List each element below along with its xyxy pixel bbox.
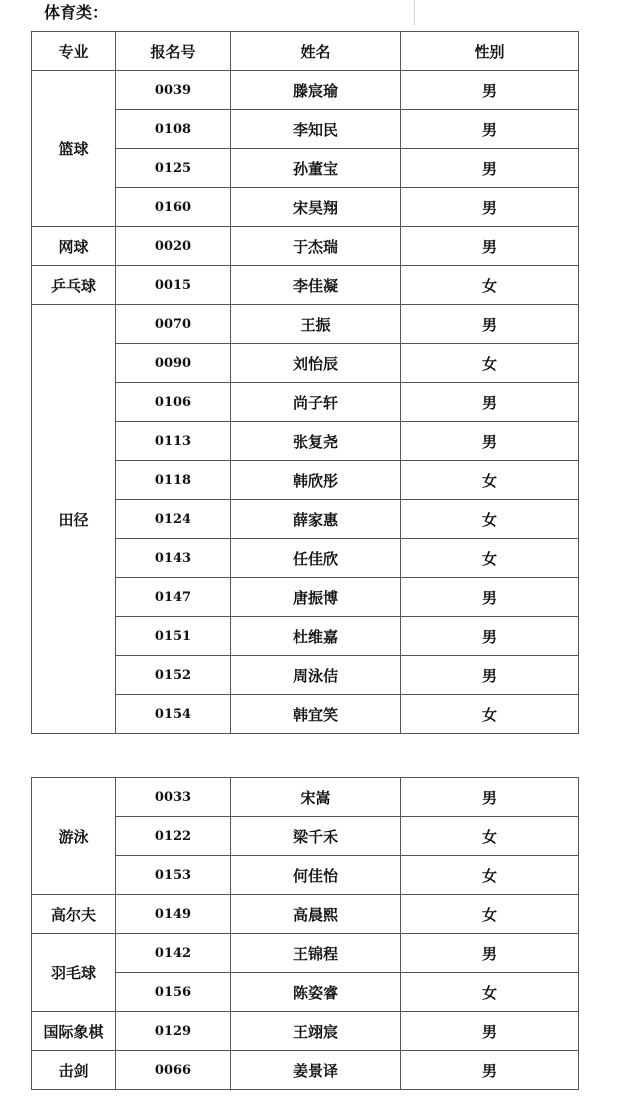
registration-table-2 — [31, 777, 579, 1090]
reg-number-cell: 0149 — [116, 895, 231, 934]
gender-cell: 女 — [401, 856, 579, 895]
table-row — [32, 895, 579, 934]
gender-cell: 男 — [401, 305, 579, 344]
name-cell: 杜维嘉 — [231, 617, 401, 656]
reg-number-cell: 0020 — [116, 227, 231, 266]
reg-number-cell: 0143 — [116, 539, 231, 578]
name-cell: 刘怡辰 — [231, 344, 401, 383]
reg-number-cell: 0151 — [116, 617, 231, 656]
major-cell: 羽毛球 — [32, 934, 116, 1012]
name-cell: 梁千禾 — [231, 817, 401, 856]
gender-cell: 男 — [401, 383, 579, 422]
name-cell: 韩欣彤 — [231, 461, 401, 500]
reg-number-cell: 0125 — [116, 149, 231, 188]
table-row — [32, 266, 579, 305]
header-reg-number: 报名号 — [116, 32, 231, 71]
name-cell: 张复尧 — [231, 422, 401, 461]
reg-number-cell: 0153 — [116, 856, 231, 895]
name-cell: 姜景译 — [231, 1051, 401, 1090]
reg-number-cell: 0033 — [116, 778, 231, 817]
major-cell: 网球 — [32, 227, 116, 266]
table-row — [32, 1012, 579, 1051]
name-cell: 周泳佶 — [231, 656, 401, 695]
header-gender: 性别 — [401, 32, 579, 71]
reg-number-cell: 0090 — [116, 344, 231, 383]
gender-cell: 女 — [401, 817, 579, 856]
major-cell: 击剑 — [32, 1051, 116, 1090]
name-cell: 陈姿睿 — [231, 973, 401, 1012]
reg-number-cell: 0039 — [116, 71, 231, 110]
reg-number-cell: 0154 — [116, 695, 231, 734]
gender-cell: 女 — [401, 266, 579, 305]
name-cell: 李知民 — [231, 110, 401, 149]
table-row — [32, 227, 579, 266]
name-cell: 何佳怡 — [231, 856, 401, 895]
reg-number-cell: 0066 — [116, 1051, 231, 1090]
name-cell: 高晨熙 — [231, 895, 401, 934]
name-cell: 唐振博 — [231, 578, 401, 617]
name-cell: 任佳欣 — [231, 539, 401, 578]
gender-cell: 女 — [401, 695, 579, 734]
gender-cell: 男 — [401, 656, 579, 695]
reg-number-cell: 0106 — [116, 383, 231, 422]
name-cell: 滕宸瑜 — [231, 71, 401, 110]
gender-cell: 男 — [401, 617, 579, 656]
gender-cell: 男 — [401, 934, 579, 973]
table-row — [32, 1051, 579, 1090]
table-row — [32, 305, 579, 344]
reg-number-cell: 0156 — [116, 973, 231, 1012]
reg-number-cell: 0152 — [116, 656, 231, 695]
gender-cell: 男 — [401, 1051, 579, 1090]
gender-cell: 女 — [401, 895, 579, 934]
table-header-row — [32, 32, 579, 71]
name-cell: 薛家惠 — [231, 500, 401, 539]
caption-divider — [414, 0, 415, 26]
gender-cell: 男 — [401, 778, 579, 817]
gender-cell: 女 — [401, 461, 579, 500]
name-cell: 王锦程 — [231, 934, 401, 973]
reg-number-cell: 0160 — [116, 188, 231, 227]
gender-cell: 男 — [401, 578, 579, 617]
name-cell: 王振 — [231, 305, 401, 344]
major-cell: 游泳 — [32, 778, 116, 895]
table-row — [32, 778, 579, 817]
header-major: 专业 — [32, 32, 116, 71]
gender-cell: 女 — [401, 973, 579, 1012]
reg-number-cell: 0070 — [116, 305, 231, 344]
major-cell: 高尔夫 — [32, 895, 116, 934]
reg-number-cell: 0142 — [116, 934, 231, 973]
gender-cell: 男 — [401, 1012, 579, 1051]
reg-number-cell: 0147 — [116, 578, 231, 617]
name-cell: 韩宜笑 — [231, 695, 401, 734]
reg-number-cell: 0015 — [116, 266, 231, 305]
reg-number-cell: 0124 — [116, 500, 231, 539]
gender-cell: 女 — [401, 344, 579, 383]
major-cell: 篮球 — [32, 71, 116, 227]
gender-cell: 男 — [401, 110, 579, 149]
header-name: 姓名 — [231, 32, 401, 71]
table-row — [32, 934, 579, 973]
gender-cell: 男 — [401, 71, 579, 110]
major-cell: 田径 — [32, 305, 116, 734]
major-cell: 国际象棋 — [32, 1012, 116, 1051]
gender-cell: 女 — [401, 539, 579, 578]
gender-cell: 男 — [401, 149, 579, 188]
gender-cell: 男 — [401, 227, 579, 266]
registration-table-1 — [31, 31, 579, 734]
major-cell: 乒乓球 — [32, 266, 116, 305]
name-cell: 孙董宝 — [231, 149, 401, 188]
name-cell: 王翊宸 — [231, 1012, 401, 1051]
reg-number-cell: 0113 — [116, 422, 231, 461]
name-cell: 于杰瑞 — [231, 227, 401, 266]
reg-number-cell: 0118 — [116, 461, 231, 500]
table-row — [32, 71, 579, 110]
reg-number-cell: 0122 — [116, 817, 231, 856]
section-caption: 体育类： — [44, 3, 109, 22]
name-cell: 李佳凝 — [231, 266, 401, 305]
name-cell: 宋嵩 — [231, 778, 401, 817]
gender-cell: 女 — [401, 500, 579, 539]
reg-number-cell: 0108 — [116, 110, 231, 149]
reg-number-cell: 0129 — [116, 1012, 231, 1051]
name-cell: 尚子轩 — [231, 383, 401, 422]
name-cell: 宋昊翔 — [231, 188, 401, 227]
gender-cell: 男 — [401, 188, 579, 227]
gender-cell: 男 — [401, 422, 579, 461]
